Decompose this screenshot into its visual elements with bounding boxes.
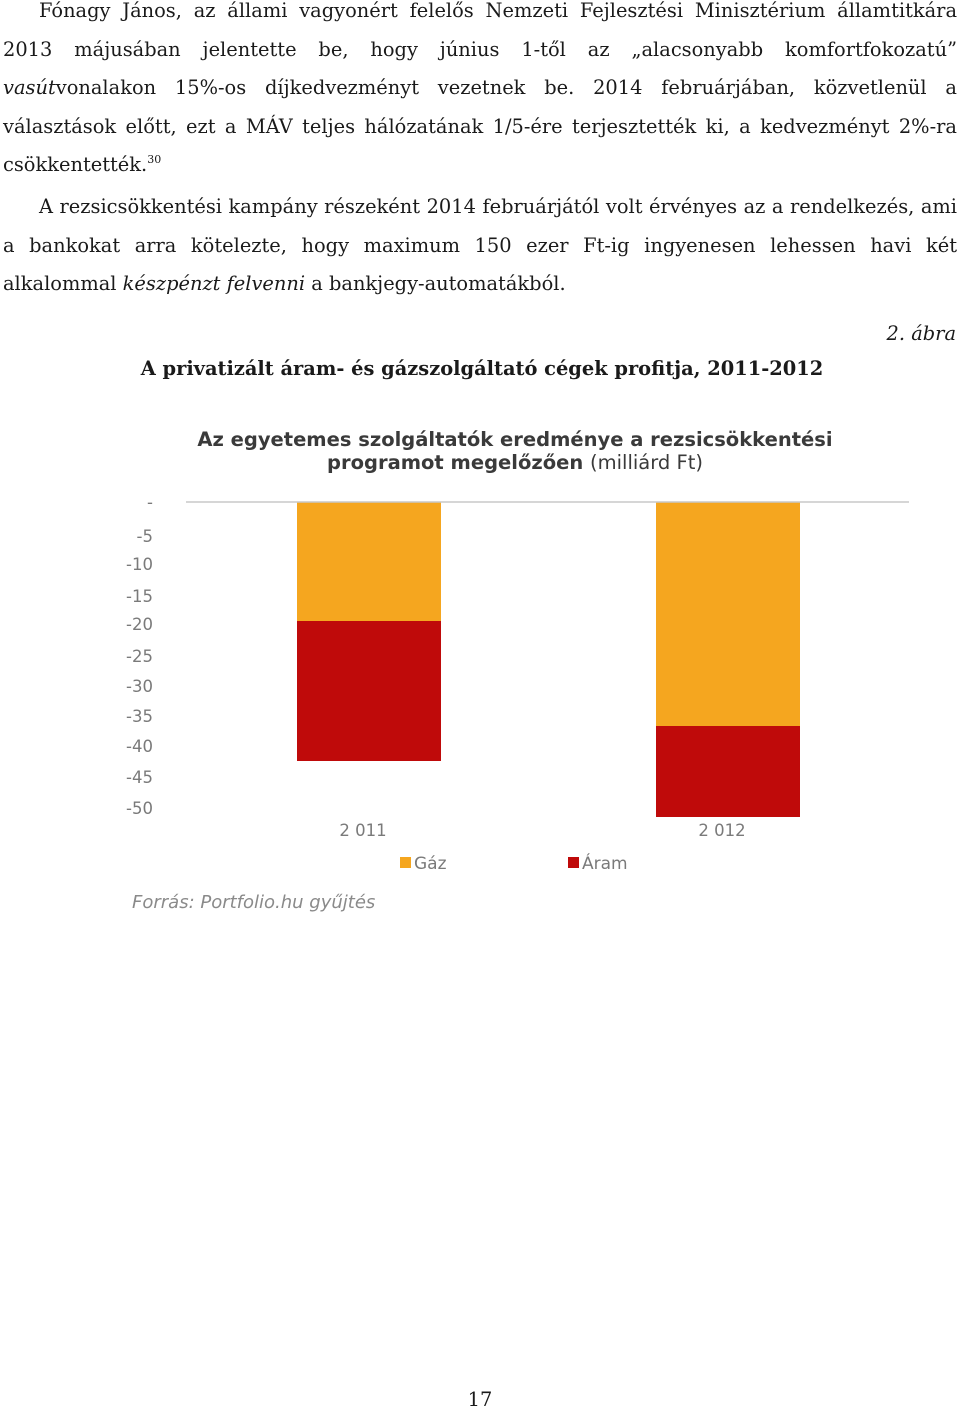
y-tick-label: -5 (136, 527, 153, 546)
bar-segment (297, 621, 441, 761)
chart-title-line-2-bold: programot megelőzően (327, 451, 584, 474)
y-tick-label: -40 (126, 737, 153, 756)
footnote-marker[interactable]: 30 (147, 153, 162, 166)
chart-title-line-2-unit: (milliárd Ft) (590, 451, 703, 474)
paragraph-2-text-a: A rezsicsökkentési kampány részeként 2014 februárjától volt érvényes az a rendelkezés, ami a bankokat arra kötelezte, hogy maximum 150 ezer Ft-ig ingyenesen lehessen havi két alkalommal (3, 195, 957, 295)
x-category-label: 2 012 (698, 821, 746, 840)
y-tick-label: -15 (126, 587, 153, 606)
page-number: 17 (467, 1388, 493, 1411)
paragraph-2 (3, 188, 957, 304)
bar-chart (0, 400, 960, 930)
y-tick-label: -10 (126, 555, 153, 574)
bar-segment (656, 502, 800, 726)
chart-title-line-1: Az egyetemes szolgáltatók eredménye a rezsicsökkentési (197, 428, 833, 451)
figure-number: 2. ábra (886, 322, 956, 345)
paragraph-1 (3, 0, 957, 185)
paragraph-2-italic: készpénzt felvenni (122, 272, 306, 295)
x-axis-categories (339, 821, 745, 840)
y-axis-ticks (126, 493, 153, 818)
y-tick-label: -50 (126, 799, 153, 818)
y-tick-label: -25 (126, 647, 153, 666)
chart-title-line-2 (327, 451, 703, 474)
paragraph-2-text-b: a bankjegy-automatákból. (311, 272, 566, 295)
y-tick-label: - (147, 493, 153, 512)
paragraph-1-text-a: Fónagy János, az állami vagyonért felelős Nemzeti Fejlesztési Minisztérium államtitkára 2013 májusában jelentette be, hogy június 1-től az „alacsonyabb komfortfokozatú” (3, 0, 957, 61)
paragraph-1-text-b: vonalakon 15%-os díjkedvezményt vezetnek be. 2014 februárjában, közvetlenül a választások előtt, ezt a MÁV teljes hálózatának 1/5-ére terjesztették ki, a kedvezményt 2%-ra csökkentették. (3, 76, 957, 176)
chart-source: Forrás: Portfolio.hu gyűjtés (132, 892, 376, 913)
y-tick-label: -30 (126, 677, 153, 696)
figure-title: A privatizált áram- és gázszolgáltató cégek profitja, 2011-2012 (140, 357, 824, 380)
legend-label: Gáz (414, 854, 447, 874)
legend-swatch (400, 857, 411, 868)
chart-bars (297, 502, 800, 817)
legend-swatch (568, 857, 579, 868)
y-tick-label: -20 (126, 615, 153, 634)
bar-segment (297, 502, 441, 621)
x-category-label: 2 011 (339, 821, 387, 840)
paragraph-1-italic: vasút (3, 76, 56, 99)
legend-label: Áram (582, 854, 628, 874)
y-tick-label: -35 (126, 707, 153, 726)
bar-segment (656, 726, 800, 817)
y-tick-label: -45 (126, 768, 153, 787)
chart-legend (400, 852, 628, 874)
